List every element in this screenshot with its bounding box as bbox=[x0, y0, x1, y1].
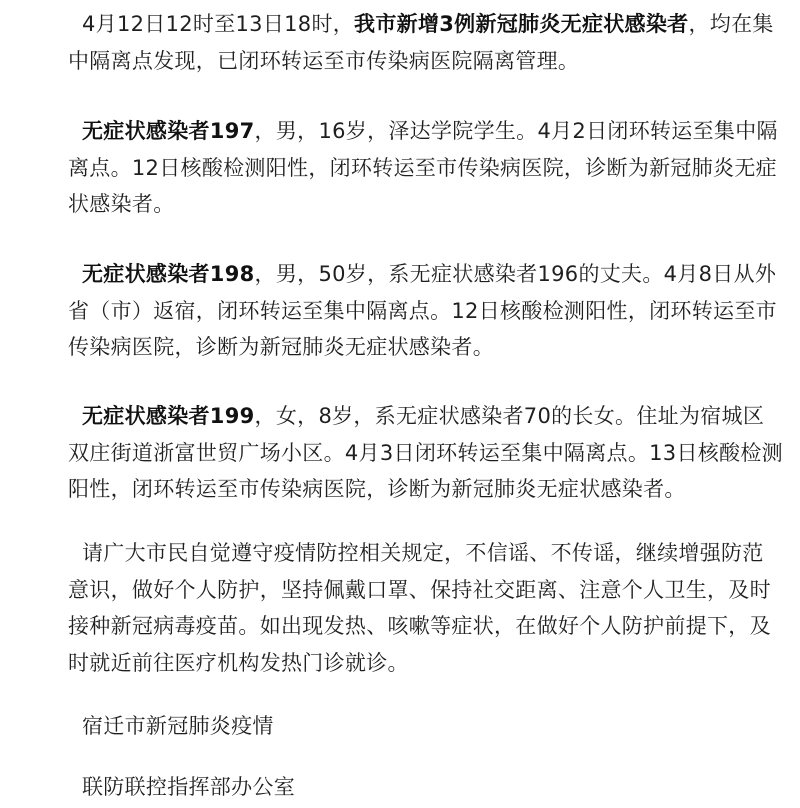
signature-line-2: 联防联控指挥部办公室 bbox=[82, 775, 295, 799]
case-label-197: 无症状感染者197 bbox=[82, 119, 255, 143]
case-text-198: ，男，50岁，系无症状感染者196的丈夫。4月8日从外省（市）返宿，闭环转运至集中隔离点。12日核酸检测阳性，闭环转运至市传染病医院，诊断为新冠肺炎无症状感染者。 bbox=[68, 262, 777, 359]
case-paragraph-197 bbox=[68, 113, 783, 223]
signature-line-1: 宿迁市新冠肺炎疫情 bbox=[82, 714, 274, 738]
advice-paragraph: 请广大市民自觉遵守疫情防控相关规定，不信谣、不传谣，继续增强防范意识，做好个人防护，坚持佩戴口罩、保持社交距离、注意个人卫生，及时接种新冠病毒疫苗。如出现发热、咳嗽等症状，在做好个人防护前提下，及时就近前往医疗机构发热门诊就诊。 bbox=[68, 541, 771, 675]
intro-prefix: 4月12日12时至13日18时， bbox=[82, 12, 355, 36]
intro-suffix: ，均在集中隔离点发现，已闭环转运至市传染病医院隔离管理。 bbox=[68, 12, 774, 73]
case-text-197: ，男，16岁，泽达学院学生。4月2日闭环转运至集中隔离点。12日核酸检测阳性，闭环转运至市传染病医院，诊断为新冠肺炎无症状感染者。 bbox=[68, 119, 778, 216]
case-label-199: 无症状感染者199 bbox=[82, 404, 255, 428]
intro-paragraph bbox=[68, 6, 783, 79]
case-text-199: ，女，8岁，系无症状感染者70的长女。住址为宿城区双庄街道浙富世贸广场小区。4月3日闭环转运至集中隔离点。13日核酸检测阳性，闭环转运至市传染病医院，诊断为新冠肺炎无症状感染者。 bbox=[68, 404, 783, 501]
intro-highlight: 我市新增3例新冠肺炎无症状感染者 bbox=[354, 12, 689, 36]
case-label-198: 无症状感染者198 bbox=[82, 262, 255, 286]
case-paragraph-198 bbox=[68, 256, 783, 366]
case-paragraph-199 bbox=[68, 398, 783, 508]
